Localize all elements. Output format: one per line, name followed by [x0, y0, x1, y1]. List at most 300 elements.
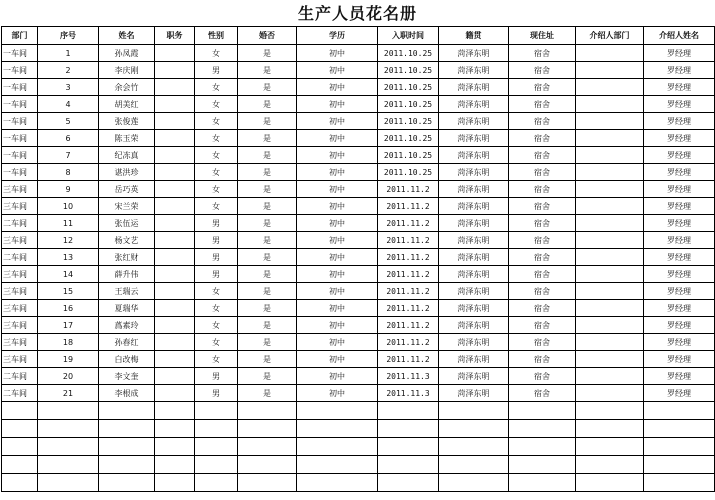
cell-education: 初中	[297, 385, 378, 402]
table-row	[2, 249, 715, 266]
cell-hire-date: 2011.11.2	[378, 317, 439, 334]
cell-referrer-name: 罗经理	[644, 198, 715, 215]
cell-referrer-name: 罗经理	[644, 249, 715, 266]
cell-married: 是	[238, 45, 297, 62]
cell-married: 是	[238, 300, 297, 317]
cell-hire-date: 2011.10.25	[378, 130, 439, 147]
cell-referrer-name: 罗经理	[644, 215, 715, 232]
cell-no: 11	[38, 215, 99, 232]
cell-education: 初中	[297, 62, 378, 79]
roster-body	[2, 45, 715, 492]
cell-dept: 三车间	[2, 181, 38, 198]
cell-education: 初中	[297, 113, 378, 130]
empty-cell	[195, 438, 238, 456]
cell-name: 李庆刚	[99, 62, 155, 79]
cell-hire-date: 2011.11.2	[378, 249, 439, 266]
cell-no: 18	[38, 334, 99, 351]
empty-cell	[439, 420, 509, 438]
cell-name: 白改梅	[99, 351, 155, 368]
cell-name: 谌洪珍	[99, 164, 155, 181]
table-row	[2, 232, 715, 249]
cell-sex: 女	[195, 147, 238, 164]
cell-sex: 女	[195, 181, 238, 198]
empty-cell	[238, 456, 297, 474]
empty-cell	[195, 456, 238, 474]
table-row	[2, 300, 715, 317]
cell-address: 宿舍	[509, 249, 576, 266]
cell-address: 宿舍	[509, 147, 576, 164]
cell-education: 初中	[297, 351, 378, 368]
cell-referrer-dept	[576, 62, 644, 79]
cell-dept: 一车间	[2, 147, 38, 164]
cell-education: 初中	[297, 130, 378, 147]
cell-role	[155, 164, 195, 181]
empty-cell	[644, 474, 715, 492]
cell-origin: 菏泽东明	[439, 249, 509, 266]
cell-role	[155, 232, 195, 249]
cell-sex: 男	[195, 368, 238, 385]
cell-sex: 女	[195, 96, 238, 113]
empty-cell	[195, 474, 238, 492]
empty-cell	[238, 420, 297, 438]
cell-role	[155, 351, 195, 368]
cell-dept: 三车间	[2, 198, 38, 215]
col-header-dept: 部门	[2, 27, 38, 45]
col-header-married: 婚否	[238, 27, 297, 45]
cell-role	[155, 181, 195, 198]
cell-name: 宋兰荣	[99, 198, 155, 215]
cell-no: 3	[38, 79, 99, 96]
cell-name: 王瑞云	[99, 283, 155, 300]
cell-hire-date: 2011.10.25	[378, 147, 439, 164]
cell-referrer-dept	[576, 385, 644, 402]
cell-referrer-name: 罗经理	[644, 113, 715, 130]
cell-sex: 男	[195, 385, 238, 402]
empty-cell	[378, 474, 439, 492]
cell-role	[155, 266, 195, 283]
cell-referrer-dept	[576, 249, 644, 266]
cell-address: 宿舍	[509, 215, 576, 232]
cell-hire-date: 2011.10.25	[378, 62, 439, 79]
cell-sex: 男	[195, 266, 238, 283]
cell-sex: 女	[195, 283, 238, 300]
cell-hire-date: 2011.11.2	[378, 266, 439, 283]
empty-cell	[2, 474, 38, 492]
cell-no: 2	[38, 62, 99, 79]
col-header-name: 姓名	[99, 27, 155, 45]
col-header-address: 现住址	[509, 27, 576, 45]
cell-role	[155, 300, 195, 317]
cell-referrer-name: 罗经理	[644, 147, 715, 164]
cell-education: 初中	[297, 164, 378, 181]
cell-married: 是	[238, 113, 297, 130]
cell-education: 初中	[297, 147, 378, 164]
cell-hire-date: 2011.11.3	[378, 368, 439, 385]
cell-no: 10	[38, 198, 99, 215]
cell-name: 胡美红	[99, 96, 155, 113]
table-row	[2, 113, 715, 130]
cell-dept: 三车间	[2, 283, 38, 300]
empty-cell	[439, 456, 509, 474]
cell-no: 16	[38, 300, 99, 317]
cell-no: 4	[38, 96, 99, 113]
empty-row	[2, 438, 715, 456]
cell-name: 夏瑞华	[99, 300, 155, 317]
empty-cell	[297, 438, 378, 456]
cell-dept: 三车间	[2, 317, 38, 334]
cell-role	[155, 62, 195, 79]
cell-origin: 菏泽东明	[439, 385, 509, 402]
empty-row	[2, 402, 715, 420]
cell-no: 9	[38, 181, 99, 198]
cell-sex: 女	[195, 317, 238, 334]
cell-origin: 菏泽东明	[439, 96, 509, 113]
cell-origin: 菏泽东明	[439, 215, 509, 232]
cell-education: 初中	[297, 368, 378, 385]
cell-role	[155, 317, 195, 334]
table-row	[2, 283, 715, 300]
cell-role	[155, 79, 195, 96]
cell-origin: 菏泽东明	[439, 181, 509, 198]
empty-cell	[99, 420, 155, 438]
cell-sex: 男	[195, 215, 238, 232]
cell-education: 初中	[297, 317, 378, 334]
roster-table	[1, 26, 715, 492]
cell-no: 5	[38, 113, 99, 130]
cell-referrer-dept	[576, 113, 644, 130]
cell-name: 张红财	[99, 249, 155, 266]
cell-name: 岳巧英	[99, 181, 155, 198]
empty-cell	[576, 438, 644, 456]
cell-education: 初中	[297, 334, 378, 351]
empty-row	[2, 456, 715, 474]
empty-cell	[195, 420, 238, 438]
empty-cell	[38, 420, 99, 438]
cell-hire-date: 2011.10.25	[378, 45, 439, 62]
cell-referrer-name: 罗经理	[644, 334, 715, 351]
cell-referrer-dept	[576, 300, 644, 317]
cell-sex: 女	[195, 164, 238, 181]
empty-row	[2, 420, 715, 438]
cell-address: 宿舍	[509, 266, 576, 283]
col-header-hire-date: 入职时间	[378, 27, 439, 45]
empty-cell	[297, 420, 378, 438]
cell-address: 宿舍	[509, 351, 576, 368]
cell-education: 初中	[297, 45, 378, 62]
cell-referrer-dept	[576, 215, 644, 232]
cell-no: 21	[38, 385, 99, 402]
cell-referrer-dept	[576, 181, 644, 198]
cell-hire-date: 2011.11.3	[378, 385, 439, 402]
cell-married: 是	[238, 130, 297, 147]
cell-name: 张俊莲	[99, 113, 155, 130]
cell-married: 是	[238, 249, 297, 266]
cell-address: 宿舍	[509, 181, 576, 198]
cell-referrer-name: 罗经理	[644, 232, 715, 249]
cell-dept: 三车间	[2, 334, 38, 351]
table-row	[2, 130, 715, 147]
col-header-role: 职务	[155, 27, 195, 45]
empty-cell	[576, 456, 644, 474]
table-row	[2, 164, 715, 181]
empty-cell	[439, 474, 509, 492]
cell-married: 是	[238, 147, 297, 164]
cell-hire-date: 2011.10.25	[378, 79, 439, 96]
cell-origin: 菏泽东明	[439, 300, 509, 317]
col-header-sex: 性别	[195, 27, 238, 45]
cell-address: 宿舍	[509, 317, 576, 334]
cell-role	[155, 368, 195, 385]
empty-cell	[297, 402, 378, 420]
cell-dept: 三车间	[2, 232, 38, 249]
cell-address: 宿舍	[509, 232, 576, 249]
cell-name: 蔿素玲	[99, 317, 155, 334]
cell-married: 是	[238, 266, 297, 283]
empty-cell	[155, 438, 195, 456]
table-row	[2, 215, 715, 232]
cell-address: 宿舍	[509, 385, 576, 402]
cell-referrer-name: 罗经理	[644, 317, 715, 334]
cell-name: 李文奎	[99, 368, 155, 385]
cell-sex: 女	[195, 198, 238, 215]
cell-married: 是	[238, 334, 297, 351]
cell-married: 是	[238, 96, 297, 113]
cell-referrer-name: 罗经理	[644, 283, 715, 300]
cell-address: 宿舍	[509, 368, 576, 385]
cell-origin: 菏泽东明	[439, 334, 509, 351]
table-row	[2, 79, 715, 96]
empty-cell	[509, 420, 576, 438]
cell-dept: 一车间	[2, 130, 38, 147]
cell-referrer-dept	[576, 351, 644, 368]
cell-role	[155, 130, 195, 147]
cell-education: 初中	[297, 198, 378, 215]
cell-name: 杨文艺	[99, 232, 155, 249]
cell-no: 12	[38, 232, 99, 249]
cell-referrer-dept	[576, 147, 644, 164]
cell-address: 宿舍	[509, 300, 576, 317]
empty-cell	[378, 402, 439, 420]
cell-hire-date: 2011.11.2	[378, 334, 439, 351]
cell-dept: 三车间	[2, 300, 38, 317]
empty-cell	[38, 474, 99, 492]
cell-dept: 三车间	[2, 351, 38, 368]
cell-role	[155, 334, 195, 351]
empty-cell	[644, 456, 715, 474]
empty-cell	[99, 456, 155, 474]
table-row	[2, 45, 715, 62]
empty-cell	[238, 402, 297, 420]
cell-sex: 男	[195, 232, 238, 249]
cell-education: 初中	[297, 232, 378, 249]
cell-name: 薛升伟	[99, 266, 155, 283]
empty-cell	[238, 438, 297, 456]
col-header-origin: 籍贯	[439, 27, 509, 45]
cell-dept: 一车间	[2, 96, 38, 113]
cell-address: 宿舍	[509, 164, 576, 181]
cell-sex: 女	[195, 79, 238, 96]
cell-origin: 菏泽东明	[439, 351, 509, 368]
empty-cell	[644, 420, 715, 438]
empty-cell	[509, 438, 576, 456]
cell-sex: 女	[195, 300, 238, 317]
cell-hire-date: 2011.10.25	[378, 164, 439, 181]
cell-origin: 菏泽东明	[439, 45, 509, 62]
empty-cell	[155, 456, 195, 474]
empty-cell	[644, 438, 715, 456]
table-row	[2, 96, 715, 113]
cell-referrer-dept	[576, 164, 644, 181]
table-row	[2, 351, 715, 368]
cell-sex: 女	[195, 334, 238, 351]
cell-origin: 菏泽东明	[439, 130, 509, 147]
empty-cell	[195, 402, 238, 420]
cell-dept: 一车间	[2, 45, 38, 62]
table-row	[2, 368, 715, 385]
cell-referrer-name: 罗经理	[644, 300, 715, 317]
cell-hire-date: 2011.10.25	[378, 113, 439, 130]
cell-origin: 菏泽东明	[439, 317, 509, 334]
cell-role	[155, 215, 195, 232]
cell-dept: 一车间	[2, 62, 38, 79]
cell-name: 纪冻真	[99, 147, 155, 164]
cell-sex: 男	[195, 249, 238, 266]
empty-cell	[576, 420, 644, 438]
empty-cell	[509, 456, 576, 474]
cell-name: 孙春红	[99, 334, 155, 351]
empty-cell	[2, 438, 38, 456]
cell-dept: 三车间	[2, 266, 38, 283]
cell-sex: 女	[195, 351, 238, 368]
empty-cell	[509, 474, 576, 492]
cell-no: 20	[38, 368, 99, 385]
cell-origin: 菏泽东明	[439, 147, 509, 164]
cell-no: 14	[38, 266, 99, 283]
cell-referrer-dept	[576, 283, 644, 300]
cell-education: 初中	[297, 96, 378, 113]
cell-dept: 二车间	[2, 249, 38, 266]
cell-referrer-name: 罗经理	[644, 351, 715, 368]
col-header-referrer-dept: 介绍人部门	[576, 27, 644, 45]
cell-sex: 女	[195, 45, 238, 62]
cell-referrer-name: 罗经理	[644, 130, 715, 147]
cell-referrer-dept	[576, 96, 644, 113]
empty-cell	[38, 438, 99, 456]
cell-referrer-name: 罗经理	[644, 385, 715, 402]
cell-hire-date: 2011.11.2	[378, 283, 439, 300]
cell-role	[155, 113, 195, 130]
empty-cell	[576, 474, 644, 492]
cell-married: 是	[238, 368, 297, 385]
cell-education: 初中	[297, 79, 378, 96]
cell-referrer-dept	[576, 232, 644, 249]
cell-address: 宿舍	[509, 45, 576, 62]
cell-no: 17	[38, 317, 99, 334]
empty-cell	[297, 474, 378, 492]
cell-address: 宿舍	[509, 79, 576, 96]
cell-origin: 菏泽东明	[439, 164, 509, 181]
cell-education: 初中	[297, 266, 378, 283]
cell-referrer-name: 罗经理	[644, 62, 715, 79]
cell-referrer-dept	[576, 45, 644, 62]
cell-married: 是	[238, 164, 297, 181]
cell-dept: 一车间	[2, 164, 38, 181]
empty-cell	[297, 456, 378, 474]
cell-address: 宿舍	[509, 62, 576, 79]
cell-referrer-dept	[576, 334, 644, 351]
cell-no: 13	[38, 249, 99, 266]
cell-married: 是	[238, 62, 297, 79]
cell-origin: 菏泽东明	[439, 79, 509, 96]
cell-married: 是	[238, 283, 297, 300]
cell-referrer-name: 罗经理	[644, 164, 715, 181]
empty-cell	[155, 420, 195, 438]
cell-married: 是	[238, 181, 297, 198]
cell-married: 是	[238, 79, 297, 96]
cell-role	[155, 385, 195, 402]
table-row	[2, 317, 715, 334]
cell-name: 陈玉荣	[99, 130, 155, 147]
table-row	[2, 62, 715, 79]
cell-role	[155, 96, 195, 113]
cell-married: 是	[238, 317, 297, 334]
empty-cell	[38, 402, 99, 420]
cell-origin: 菏泽东明	[439, 283, 509, 300]
col-header-education: 学历	[297, 27, 378, 45]
empty-cell	[2, 420, 38, 438]
table-row	[2, 181, 715, 198]
cell-name: 余会竹	[99, 79, 155, 96]
cell-married: 是	[238, 351, 297, 368]
cell-dept: 二车间	[2, 215, 38, 232]
empty-cell	[99, 474, 155, 492]
cell-sex: 女	[195, 113, 238, 130]
cell-education: 初中	[297, 300, 378, 317]
cell-education: 初中	[297, 181, 378, 198]
cell-role	[155, 283, 195, 300]
empty-cell	[2, 456, 38, 474]
empty-cell	[2, 402, 38, 420]
cell-education: 初中	[297, 215, 378, 232]
col-header-no: 序号	[38, 27, 99, 45]
cell-address: 宿舍	[509, 96, 576, 113]
cell-married: 是	[238, 385, 297, 402]
cell-education: 初中	[297, 249, 378, 266]
cell-referrer-name: 罗经理	[644, 368, 715, 385]
empty-cell	[644, 402, 715, 420]
cell-address: 宿舍	[509, 130, 576, 147]
cell-no: 1	[38, 45, 99, 62]
empty-cell	[378, 420, 439, 438]
empty-cell	[155, 402, 195, 420]
empty-cell	[99, 402, 155, 420]
table-row	[2, 147, 715, 164]
cell-role	[155, 45, 195, 62]
cell-referrer-dept	[576, 198, 644, 215]
cell-origin: 菏泽东明	[439, 62, 509, 79]
cell-referrer-name: 罗经理	[644, 79, 715, 96]
cell-hire-date: 2011.11.2	[378, 300, 439, 317]
cell-sex: 男	[195, 62, 238, 79]
cell-name: 张伍运	[99, 215, 155, 232]
cell-referrer-name: 罗经理	[644, 45, 715, 62]
cell-origin: 菏泽东明	[439, 113, 509, 130]
empty-cell	[238, 474, 297, 492]
cell-no: 19	[38, 351, 99, 368]
empty-cell	[38, 456, 99, 474]
cell-role	[155, 198, 195, 215]
cell-dept: 一车间	[2, 113, 38, 130]
